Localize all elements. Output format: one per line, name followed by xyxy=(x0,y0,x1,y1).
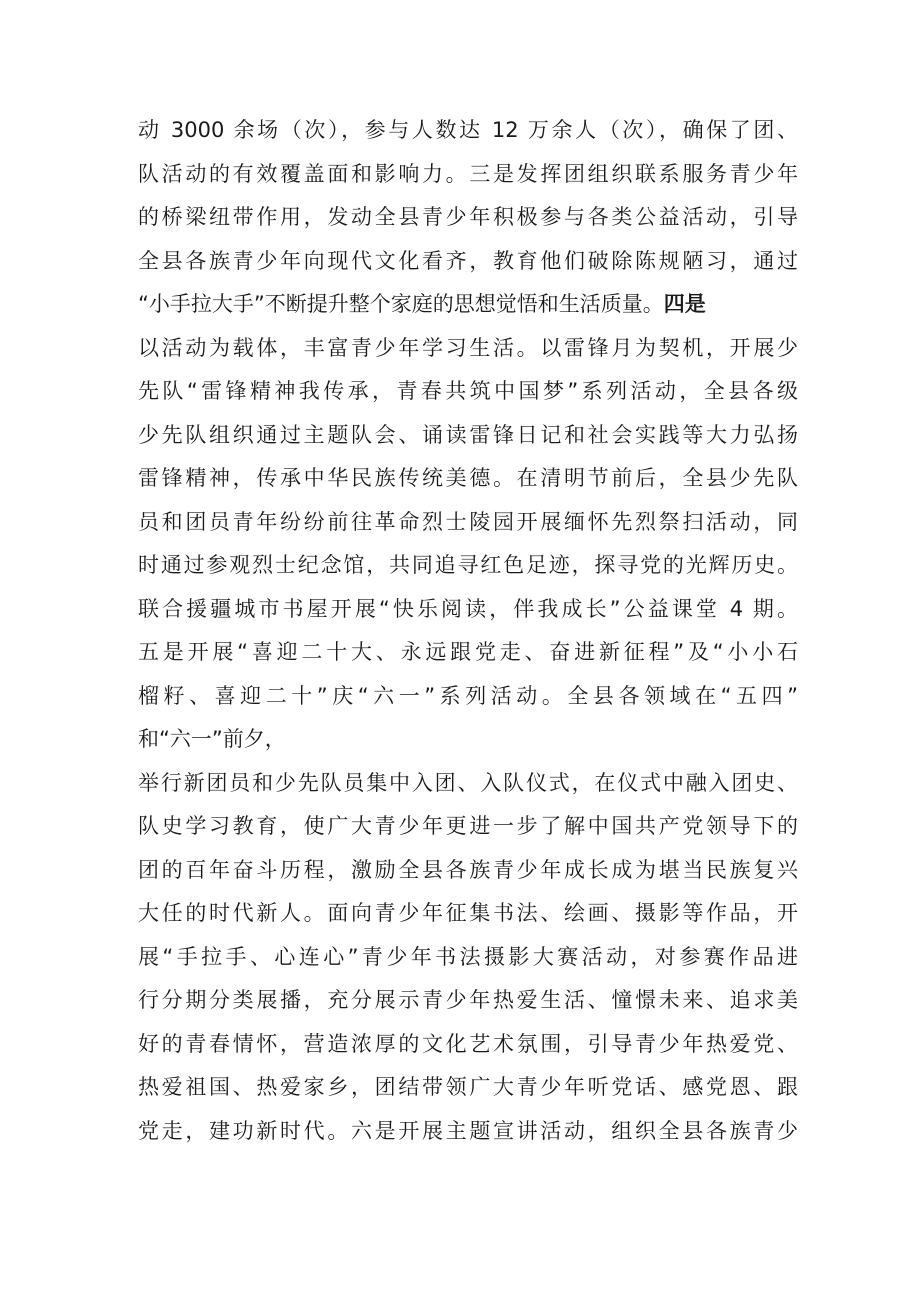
text-line-6: 以活动为载体，丰富青少年学习生活。以雷锋月为契机，开展少 xyxy=(138,336,798,360)
text-line-4: 全县各族青少年向现代文化看齐，教育他们破除陈规陋习，通过 xyxy=(138,249,798,273)
text-line-5-bold: 四是 xyxy=(663,292,706,316)
text-line-7: 先队“雷锋精神我传承，青春共筑中国梦”系列活动，全县各级 xyxy=(138,379,798,403)
text-line-12: 联合援疆城市书屋开展“快乐阅读，伴我成长”公益课堂 4 期。 xyxy=(138,597,798,621)
text-line-17: 队史学习教育，使广大青少年更进一步了解中国共产党领导下的 xyxy=(138,814,798,838)
text-line-16: 举行新团员和少先队员集中入团、入队仪式，在仪式中融入团史、 xyxy=(138,771,798,795)
text-line-11: 时通过参观烈士纪念馆，共同追寻红色足迹，探寻党的光辉历史。 xyxy=(138,553,798,577)
text-line-20: 展“手拉手、心连心”青少年书法摄影大赛活动，对参赛作品进 xyxy=(138,945,798,969)
text-line-9: 雷锋精神，传承中华民族传统美德。在清明节前后，全县少先队 xyxy=(138,466,798,490)
text-line-5-body: “小手拉大手”不断提升整个家庭的思想觉悟和生活质量。 xyxy=(138,292,664,316)
text-line-15: 和“六一”前夕， xyxy=(138,727,286,751)
text-line-10: 员和团员青年纷纷前往革命烈士陵园开展缅怀先烈祭扫活动，同 xyxy=(138,510,798,534)
text-line-8: 少先队组织通过主题队会、诵读雷锋日记和社会实践等大力弘扬 xyxy=(138,423,798,447)
text-line-5 xyxy=(138,284,798,324)
text-line-18: 团的百年奋斗历程，激励全县各族青少年成长成为堪当民族复兴 xyxy=(138,858,798,882)
text-line-23: 热爱祖国、热爱家乡，团结带领广大青少年听党话、感党恩、跟 xyxy=(138,1075,798,1099)
text-line-3: 的桥梁纽带作用，发动全县青少年积极参与各类公益活动，引导 xyxy=(138,205,798,229)
text-line-19: 大任的时代新人。面向青少年征集书法、绘画、摄影等作品，开 xyxy=(138,901,798,925)
text-line-14: 榴籽、喜迎二十”庆“六一”系列活动。全县各领域在“五四” xyxy=(138,684,798,708)
text-line-1: 动 3000 余场（次），参与人数达 12 万余人（次），确保了团、 xyxy=(138,118,798,142)
text-line-13: 五是开展“喜迎二十大、永远跟党走、奋进新征程”及“小小石 xyxy=(138,640,798,664)
text-line-2: 队活动的有效覆盖面和影响力。三是发挥团组织联系服务青少年 xyxy=(138,162,798,186)
text-line-22: 好的青春情怀，营造浓厚的文化艺术氛围，引导青少年热爱党、 xyxy=(138,1032,798,1056)
text-line-21: 行分期分类展播，充分展示青少年热爱生活、憧憬未来、追求美 xyxy=(138,988,798,1012)
text-line-24: 党走，建功新时代。六是开展主题宣讲活动，组织全县各族青少 xyxy=(138,1119,798,1143)
